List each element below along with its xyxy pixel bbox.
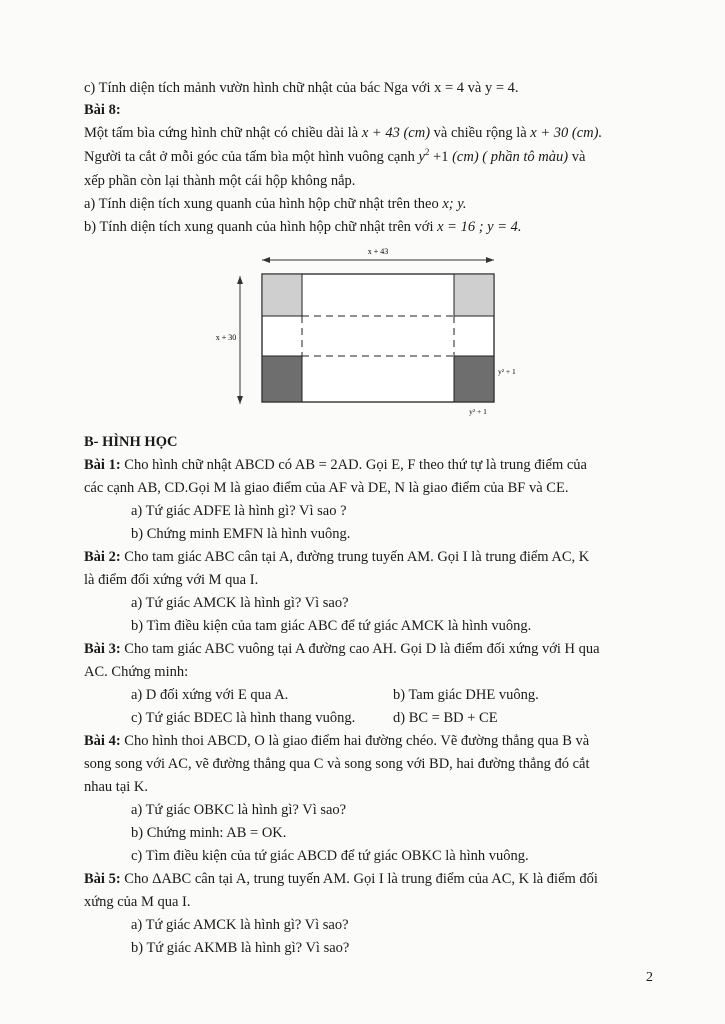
- bai3-question-d: d) BC = BD + CE: [393, 710, 498, 726]
- box-net-figure: [200, 244, 540, 419]
- bai3-line2: AC. Chứng minh:: [84, 664, 189, 680]
- bai5-text: Cho ΔABC cân tại A, trung tuyến AM. Gọi I là trung điểm của AC, K là điểm đối: [120, 871, 598, 887]
- bai1-line2: các cạnh AB, CD.Gọi M là giao điểm của AF và DE, N là giao điểm của BF và CE.: [84, 480, 569, 496]
- bai4-question-b: b) Chứng minh: AB = OK.: [131, 825, 287, 841]
- bai8-a-text: a) Tính diện tích xung quanh của hình hộp chữ nhật trên theo: [84, 196, 443, 212]
- corner-top-right: [454, 274, 494, 316]
- bai1-question-b: b) Chứng minh EMFN là hình vuông.: [131, 526, 351, 542]
- bai4-text: Cho hình thoi ABCD, O là giao điểm hai đường chéo. Vẽ đường thẳng qua B và: [120, 733, 590, 749]
- side-label: y² + 1: [498, 367, 516, 376]
- bai2-text: Cho tam giác ABC cân tại A, đường trung tuyến AM. Gọi I là trung điểm AC, K: [120, 549, 590, 565]
- bai1-question-a: a) Tứ giác ADFE là hình gì? Vì sao ?: [131, 503, 347, 519]
- bai3-question-a: a) D đối xứng với E qua A.: [131, 687, 289, 703]
- bai2-question-a: a) Tứ giác AMCK là hình gì? Vì sao?: [131, 595, 349, 611]
- bai8-question-b: [84, 218, 522, 236]
- bottom-label: y² + 1: [469, 407, 487, 416]
- bai8-title: [84, 101, 121, 119]
- bai8-exponent: 2: [424, 147, 430, 157]
- bai1-text: Cho hình chữ nhật ABCD có AB = 2AD. Gọi E, F theo thứ tự là trung điểm của: [120, 457, 587, 473]
- bai4-question-c: c) Tìm điều kiện của tứ giác ABCD để tứ giác OBKC là hình vuông.: [131, 848, 529, 864]
- bai4-line1: [84, 732, 589, 750]
- left-label: x + 30: [215, 333, 237, 342]
- bai4-label: Bài 4:: [84, 733, 121, 749]
- corner-bottom-right: [454, 356, 494, 402]
- bai8-line1-mid: và chiều rộng là: [430, 125, 531, 141]
- bai3-label: Bài 3:: [84, 641, 121, 657]
- bai2-label: Bài 2:: [84, 549, 121, 565]
- bai8-line3: xếp phần còn lại thành một cái hộp không nắp.: [84, 173, 356, 189]
- bai4-line2: song song với AC, vẽ đường thẳng qua C và song song với BD, hai đường thẳng đó cắt: [84, 756, 590, 772]
- bai2-line2: là điểm đối xứng với M qua I.: [84, 572, 259, 588]
- bai1-label: Bài 1:: [84, 457, 121, 473]
- bai8-and: và: [568, 149, 586, 165]
- part-c-line: c) Tính diện tích mảnh vườn hình chữ nhật của bác Nga với x = 4 và y = 4.: [84, 80, 519, 96]
- bai5-label: Bài 5:: [84, 871, 121, 887]
- bai5-line2: xứng của M qua I.: [84, 894, 191, 910]
- bai8-line2-text: Người ta cắt ở mỗi góc của tấm bìa một hình vuông cạnh: [84, 149, 419, 165]
- bai8-unit: (cm): [452, 149, 479, 165]
- bai3-line1: [84, 640, 600, 658]
- bai8-plus-one: +1: [429, 149, 453, 165]
- bai2-question-b: b) Tìm điều kiện của tam giác ABC để tứ giác AMCK là hình vuông.: [131, 618, 532, 634]
- bai8-line2: [84, 148, 585, 166]
- section-b-title: B- HÌNH HỌC: [84, 434, 178, 450]
- bai5-question-b: b) Tứ giác AKMB là hình gì? Vì sao?: [131, 940, 350, 956]
- bai8-b-vars: x = 16 ; y = 4.: [437, 219, 522, 235]
- bai3-question-b: b) Tam giác DHE vuông.: [393, 687, 539, 703]
- bai8-label: Bài 8:: [84, 102, 121, 118]
- bai4-question-a: a) Tứ giác OBKC là hình gì? Vì sao?: [131, 802, 347, 818]
- bai1-line1: [84, 456, 587, 474]
- bai3-question-c: c) Tứ giác BDEC là hình thang vuông.: [131, 710, 356, 726]
- bai8-line1: [84, 124, 602, 142]
- bai8-y: y: [418, 149, 425, 165]
- corner-bottom-left: [262, 356, 302, 402]
- bai8-line1-text: Một tấm bìa cứng hình chữ nhật có chiều dài là: [84, 125, 362, 141]
- top-label: x + 43: [367, 247, 389, 256]
- page-number: 2: [646, 970, 653, 985]
- bai8-shaded-note: ( phần tô màu): [478, 149, 569, 165]
- bai4-line3: nhau tại K.: [84, 779, 149, 795]
- bai8-question-a: [84, 195, 466, 213]
- bai8-length: x + 43 (cm): [361, 125, 431, 141]
- bai3-text: Cho tam giác ABC vuông tại A đường cao AH. Gọi D là điểm đối xứng với H qua: [120, 641, 600, 657]
- geometry-heading: [84, 433, 177, 451]
- bai8-width: x + 30 (cm).: [530, 125, 603, 141]
- bai5-question-a: a) Tứ giác AMCK là hình gì? Vì sao?: [131, 917, 349, 933]
- bai8-b-text: b) Tính diện tích xung quanh của hình hộp chữ nhật trên với: [84, 219, 438, 235]
- bai2-line1: [84, 548, 589, 566]
- bai5-line1: [84, 870, 598, 888]
- bai8-a-vars: x; y.: [442, 196, 467, 212]
- corner-top-left: [262, 274, 302, 316]
